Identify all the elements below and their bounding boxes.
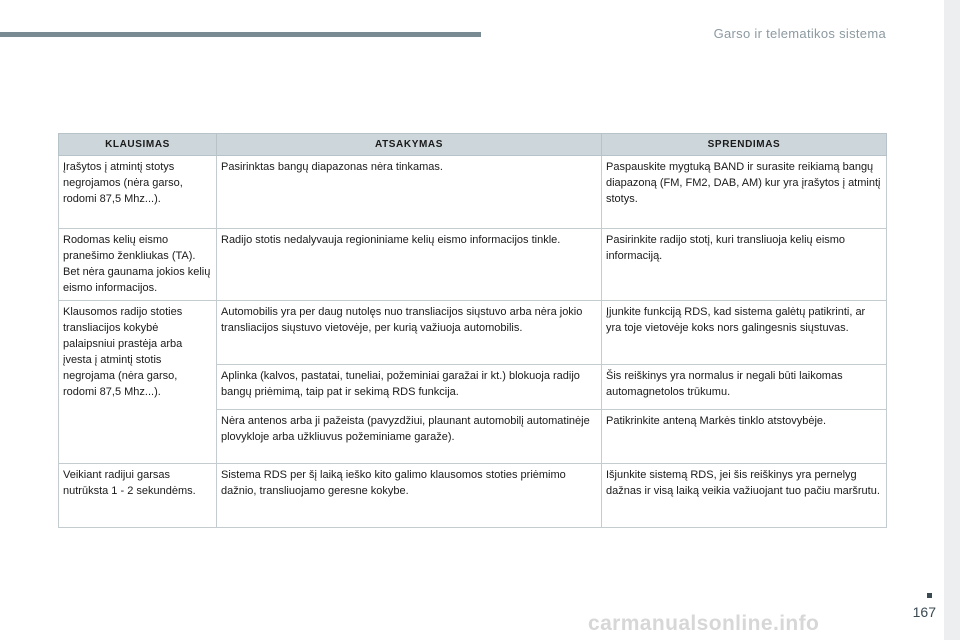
solution-cell: Pasirinkite radijo stotį, kuri transliuoja kelių eismo informaciją. xyxy=(602,229,887,301)
table-row xyxy=(59,156,887,229)
answer-cell: Sistema RDS per šį laiką ieško kito galimo klausomos stoties priėmimo dažnio, transliuojamo geresne kokybe. xyxy=(217,464,602,528)
table-header-row xyxy=(59,134,887,156)
table-row xyxy=(59,301,887,365)
column-header-solution: SPRENDIMAS xyxy=(602,134,887,156)
question-cell: Klausomos radijo stoties transliacijos kokybė palaipsniui prastėja arba įvesta į atmintį stotis negrojama (nėra garso, rodomi 87,5 Mhz...). xyxy=(59,301,217,464)
solution-cell: Šis reiškinys yra normalus ir negali būti laikomas automagnetolos trūkumu. xyxy=(602,365,887,410)
watermark: carmanualsonline.info xyxy=(588,612,820,635)
column-header-question: KLAUSIMAS xyxy=(59,134,217,156)
question-cell: Įrašytos į atmintį stotys negrojamos (nėra garso, rodomi 87,5 Mhz...). xyxy=(59,156,217,229)
page-marker xyxy=(927,593,932,598)
column-header-answer: ATSAKYMAS xyxy=(217,134,602,156)
table-row xyxy=(59,229,887,301)
page-number: 167 xyxy=(912,604,936,620)
solution-cell: Įjunkite funkciją RDS, kad sistema galėtų patikrinti, ar yra toje vietovėje koks nors galingesnis siųstuvas. xyxy=(602,301,887,365)
answer-cell: Automobilis yra per daug nutolęs nuo transliacijos siųstuvo arba nėra jokio transliacijos siųstuvo vietovėje, per kurią važiuoja automobilis. xyxy=(217,301,602,365)
answer-cell: Nėra antenos arba ji pažeista (pavyzdžiui, plaunant automobilį automatinėje plovykloje arba užkliuvus požeminiame garaže). xyxy=(217,410,602,464)
solution-cell: Paspauskite mygtuką BAND ir surasite reikiamą bangų diapazoną (FM, FM2, DAB, AM) kur yra įrašytos į atmintį stotys. xyxy=(602,156,887,229)
solution-cell: Išjunkite sistemą RDS, jei šis reiškinys yra pernelyg dažnas ir visą laiką veikia važiuojant tuo pačiu maršrutu. xyxy=(602,464,887,528)
answer-cell: Aplinka (kalvos, pastatai, tuneliai, požeminiai garažai ir kt.) blokuoja radijo bangų priėmimą, taip pat ir sekimą RDS funkcija. xyxy=(217,365,602,410)
question-cell: Rodomas kelių eismo pranešimo ženkliukas (TA). Bet nėra gaunama jokios kelių eismo informacijos. xyxy=(59,229,217,301)
answer-cell: Radijo stotis nedalyvauja regioniniame kelių eismo informacijos tinkle. xyxy=(217,229,602,301)
section-title: Garso ir telematikos sistema xyxy=(713,26,886,41)
troubleshooting-table xyxy=(58,133,887,528)
table-row xyxy=(59,464,887,528)
solution-cell: Patikrinkite anteną Markės tinklo atstovybėje. xyxy=(602,410,887,464)
page-edge-band xyxy=(944,0,960,640)
answer-cell: Pasirinktas bangų diapazonas nėra tinkamas. xyxy=(217,156,602,229)
question-cell: Veikiant radijui garsas nutrūksta 1 - 2 sekundėms. xyxy=(59,464,217,528)
header-rule xyxy=(0,32,481,37)
